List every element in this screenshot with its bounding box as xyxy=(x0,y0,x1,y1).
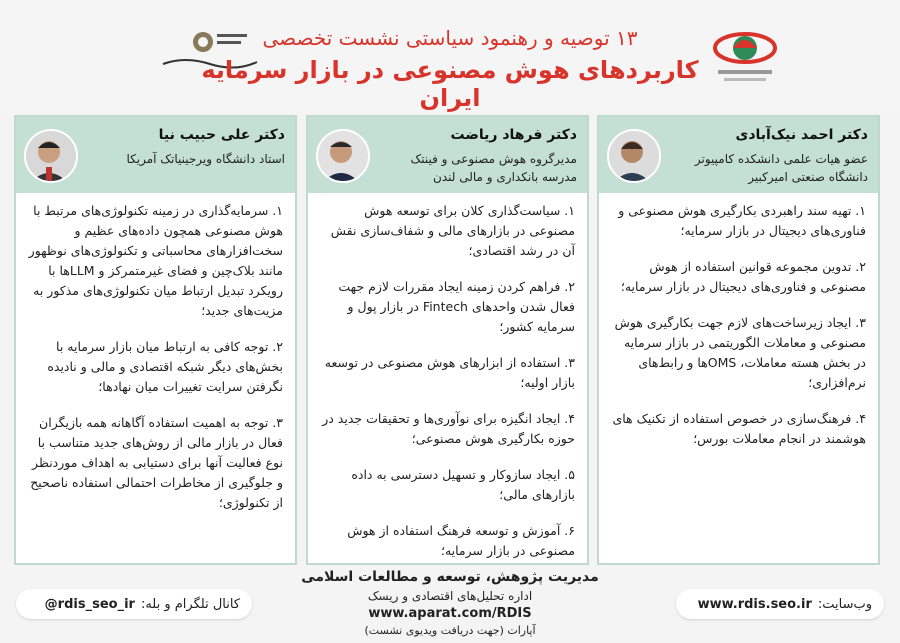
speaker-header xyxy=(599,117,878,193)
title-line-1: ۱۳ توصیه و رهنمود سیاستی نشست تخصصی xyxy=(262,26,638,50)
speaker-header xyxy=(308,117,587,193)
title-line-2: کاربردهای هوش مصنوعی در بازار سرمایه ایران xyxy=(201,56,699,112)
speaker-role: استاد دانشگاه ویرجینیاتک آمریکا xyxy=(126,152,285,166)
footer-subtitle: اداره تحلیل‌های اقتصادی و ریسک xyxy=(367,589,533,603)
avatar xyxy=(607,129,661,183)
speaker-column-riazat xyxy=(306,115,589,565)
aparat-link[interactable]: www.aparat.com/RDIS xyxy=(368,606,532,621)
list-item: ۳. توجه به اهمیت استفاده آگاهانه همه بازیگران فعال در بازار مالی از روش‌های جدید متناسب با نوع فعالیت آنها برای دستیابی به اهداف موردنظر و جلوگیری از مخاطرات احتمالی استفاده ناصحیح از تکنولوژی؛ xyxy=(30,415,283,510)
speaker-role: عضو هیات علمی دانشکده کامپیوتر دانشگاه صنعتی امیرکبیر xyxy=(694,152,868,184)
channel-link[interactable]: @rdis_seo_ir xyxy=(44,596,135,612)
list-item: ۶. آموزش و توسعه فرهنگ استفاده از هوش مصنوعی در بازار سرمایه؛ xyxy=(347,523,575,558)
website-link[interactable]: www.rdis.seo.ir xyxy=(697,596,812,612)
list-item: ۲. تدوین مجموعه قوانین استفاده از هوش مصنوعی و فناوری‌های دیجیتال در بازار سرمایه؛ xyxy=(620,259,866,294)
speaker-column-nikabadi xyxy=(597,115,880,565)
channel-label: کانال تلگرام و بله: xyxy=(140,596,240,612)
recommendations-list xyxy=(28,201,283,529)
header xyxy=(0,0,900,112)
footer-title: مدیریت پژوهش، توسعه و مطالعات اسلامی xyxy=(301,569,599,585)
avatar xyxy=(316,129,370,183)
website-pill[interactable] xyxy=(676,589,884,619)
speaker-name: دکتر علی حبیب نیا xyxy=(158,127,285,143)
list-item: ۳. استفاده از ابزارهای هوش مصنوعی در توسعه بازار اولیه؛ xyxy=(324,355,575,390)
avatar xyxy=(24,129,78,183)
list-item: ۵. ایجاد سازوکار و تسهیل دسترسی به داده بازارهای مالی؛ xyxy=(351,467,575,502)
list-item: ۱. سیاست‌گذاری کلان برای توسعه هوش مصنوعی در بازارهای مالی و شفاف‌سازی نقش آن در رشد اقتصادی؛ xyxy=(330,203,575,258)
list-item: ۲. توجه کافی به ارتباط میان بازار سرمایه با بخش‌های دیگر شبکه اقتصادی و مالی و نادیده نگرفتن سرایت تغییرات میان نهادها؛ xyxy=(47,339,283,394)
speaker-header xyxy=(16,117,295,193)
channel-pill[interactable] xyxy=(16,589,252,619)
sebourse-logo-icon xyxy=(700,20,790,92)
aparat-note: آپارات (جهت دریافت ویدیوی نشست) xyxy=(364,624,536,637)
recommendations-list xyxy=(611,201,866,465)
website-label: وب‌سایت: xyxy=(817,596,872,612)
list-item: ۳. ایجاد زیرساخت‌های لازم جهت بکارگیری هوش مصنوعی و معاملات الگوریتمی در بازار سرمایه در بخش هسته معاملات، OMSها و رابط‌های نرم‌افزاری؛ xyxy=(614,315,866,390)
list-item: ۲. فراهم کردن زمینه ایجاد مقررات لازم جهت فعال شدن واحدهای Fintech در بازار پول و سرمایه کشور؛ xyxy=(338,279,575,334)
speaker-name: دکتر فرهاد ریاضت xyxy=(450,127,577,143)
list-item: ۴. فرهنگ‌سازی در خصوص استفاده از تکنیک های هوشمند در انجام معاملات بورس؛ xyxy=(612,411,866,446)
speaker-role: مدیرگروه هوش مصنوعی و فینتک مدرسه بانکداری و مالی لندن xyxy=(410,152,577,184)
speaker-column-habibnia xyxy=(14,115,297,565)
speaker-name: دکتر احمد نیک‌آبادی xyxy=(735,127,868,143)
list-item: ۴. ایجاد انگیزه برای نوآوری‌ها و تحقیقات جدید در حوزه بکارگیری هوش مصنوعی؛ xyxy=(322,411,575,446)
list-item: ۱. تهیه سند راهبردی بکارگیری هوش مصنوعی و فناوری‌های دیجیتال در بازار سرمایه؛ xyxy=(618,203,866,238)
recommendations-list xyxy=(320,201,575,577)
list-item: ۱. سرمایه‌گذاری در زمینه تکنولوژی‌های مرتبط با هوش مصنوعی همچون داده‌های عظیم و سخت‌افزارهای محاسباتی و تکنولوژی‌های نوظهور مانند بلاک‌چین و فضای غیرمتمرکز و LLMها با رویکرد تبدیل ارتباط میان تکنولوژی‌های مذکور به مزیت‌های جدید؛ xyxy=(28,203,283,318)
